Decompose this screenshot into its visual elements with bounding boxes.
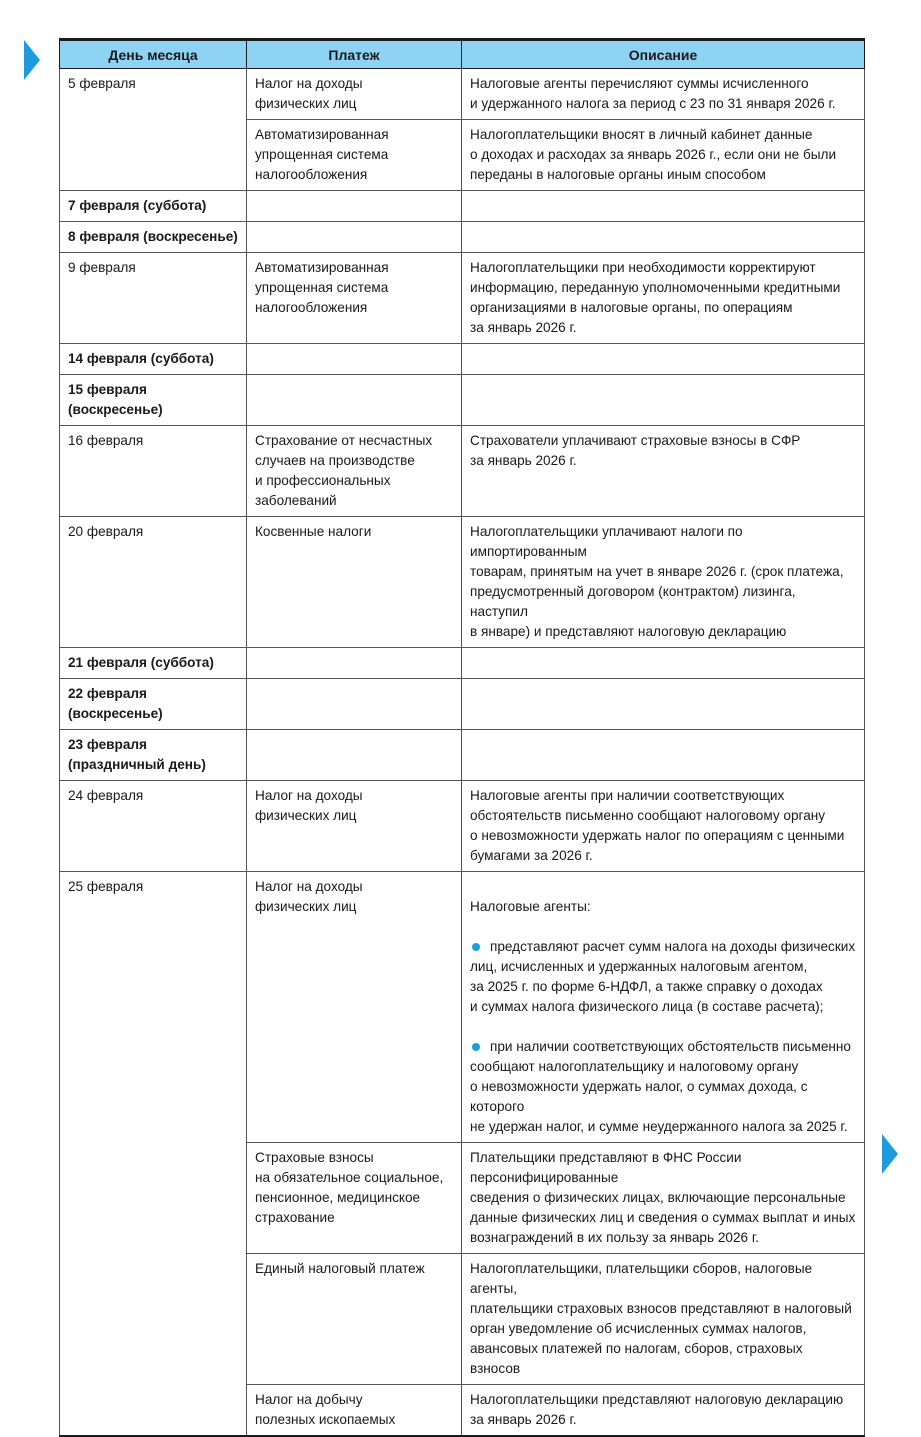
table-row <box>60 375 865 426</box>
table-row <box>60 426 865 517</box>
description-cell: Налогоплательщики представляют налоговую декларацию за январь 2026 г. <box>462 1385 865 1437</box>
payment-cell <box>247 375 462 426</box>
page-arrow-left-icon <box>24 40 40 80</box>
description-cell <box>462 375 865 426</box>
table-row <box>60 191 865 222</box>
table-row <box>60 679 865 730</box>
day-cell: 16 февраля <box>60 426 247 517</box>
payment-cell <box>247 191 462 222</box>
payment-cell <box>247 344 462 375</box>
description-cell <box>462 344 865 375</box>
day-cell: 21 февраля (суббота) <box>60 648 247 679</box>
table-row <box>60 344 865 375</box>
bullet-icon <box>472 1043 480 1051</box>
day-cell: 14 февраля (суббота) <box>60 344 247 375</box>
day-cell: 20 февраля <box>60 517 247 648</box>
table-row <box>60 253 865 344</box>
payment-cell: Страховые взносы на обязательное социальное, пенсионное, медицинское страхование <box>247 1143 462 1254</box>
day-cell: 23 февраля (праздничный день) <box>60 730 247 781</box>
description-cell: Налогоплательщики уплачивают налоги по импортированным товарам, принятым на учет в январе 2026 г. (срок платежа, предусмотренный договором (контрактом) лизинга, наступил в январе) и представляют налоговую декларацию <box>462 517 865 648</box>
description-cell <box>462 222 865 253</box>
table-row <box>60 222 865 253</box>
payment-cell: Единый налоговый платеж <box>247 1254 462 1385</box>
description-cell: Страхователи уплачивают страховые взносы в СФР за январь 2026 г. <box>462 426 865 517</box>
payment-cell: Налог на добычу полезных ископаемых <box>247 1385 462 1437</box>
table-row <box>60 781 865 872</box>
payment-cell: Страхование от несчастных случаев на производстве и профессиональных заболеваний <box>247 426 462 517</box>
table-row <box>60 730 865 781</box>
payment-cell <box>247 648 462 679</box>
description-cell: Плательщики представляют в ФНС России персонифицированные сведения о физических лицах, включающие персональные данные физических лиц и сведения о суммах выплат и иных вознаграждений в их пользу за январь 2026 г. <box>462 1143 865 1254</box>
description-cell <box>462 679 865 730</box>
header-payment: Платеж <box>247 40 462 69</box>
payment-cell: Косвенные налоги <box>247 517 462 648</box>
day-cell: 8 февраля (воскресенье) <box>60 222 247 253</box>
table-header-row <box>60 40 865 69</box>
page-arrow-right-icon[interactable] <box>882 1134 898 1174</box>
header-day: День месяца <box>60 40 247 69</box>
payment-cell: Автоматизированная упрощенная система налогообложения <box>247 120 462 191</box>
table-row <box>60 517 865 648</box>
tax-calendar-table <box>59 38 865 1437</box>
description-cell: Налоговые агенты при наличии соответствующих обстоятельств письменно сообщают налоговому органу о невозможности удержать налог по операциям с ценными бумагами за 2026 г. <box>462 781 865 872</box>
payment-cell: Налог на доходы физических лиц <box>247 69 462 120</box>
payment-cell <box>247 222 462 253</box>
bullet-icon <box>472 943 480 951</box>
day-cell: 5 февраля <box>60 69 247 191</box>
description-cell <box>462 648 865 679</box>
description-cell: Налогоплательщики вносят в личный кабинет данные о доходах и расходах за январь 2026 г., если они не были переданы в налоговые органы иным способом <box>462 120 865 191</box>
table-row <box>60 648 865 679</box>
day-cell: 22 февраля (воскресенье) <box>60 679 247 730</box>
description-cell: Налоговые агенты перечисляют суммы исчисленного и удержанного налога за период с 23 по 31 января 2026 г. <box>462 69 865 120</box>
description-cell <box>462 191 865 222</box>
day-cell: 24 февраля <box>60 781 247 872</box>
day-cell: 9 февраля <box>60 253 247 344</box>
payment-cell: Налог на доходы физических лиц <box>247 781 462 872</box>
description-cell: Налогоплательщики, плательщики сборов, налоговые агенты, плательщики страховых взносов представляют в налоговый орган уведомление об исчисленных суммах налогов, авансовых платежей по налогам, сборов, страховых взносов <box>462 1254 865 1385</box>
table-row <box>60 872 865 1143</box>
description-bullet: при наличии соответствующих обстоятельств письменно сообщают налогоплательщику и налоговому органу о невозможности удержать налог, о суммах дохода, с которого не удержан налог, и сумме неудержанного налога за 2025 г. <box>470 1039 851 1134</box>
payment-cell <box>247 730 462 781</box>
description-bullet: представляют расчет сумм налога на доходы физических лиц, исчисленных и удержанных налоговым агентом, за 2025 г. по форме 6-НДФЛ, а также справку о доходах и суммах налога физического лица (в составе расчета); <box>470 939 856 1014</box>
description-cell: Налогоплательщики при необходимости корректируют информацию, переданную уполномоченными кредитными организациями в налоговые органы, по операциям за январь 2026 г. <box>462 253 865 344</box>
day-cell: 25 февраля <box>60 872 247 1437</box>
payment-cell <box>247 679 462 730</box>
day-cell: 7 февраля (суббота) <box>60 191 247 222</box>
description-intro: Налоговые агенты: <box>470 899 591 914</box>
table-row <box>60 69 865 120</box>
description-cell <box>462 872 865 1143</box>
payment-cell: Налог на доходы физических лиц <box>247 872 462 1143</box>
header-description: Описание <box>462 40 865 69</box>
day-cell: 15 февраля (воскресенье) <box>60 375 247 426</box>
payment-cell: Автоматизированная упрощенная система налогообложения <box>247 253 462 344</box>
description-cell <box>462 730 865 781</box>
